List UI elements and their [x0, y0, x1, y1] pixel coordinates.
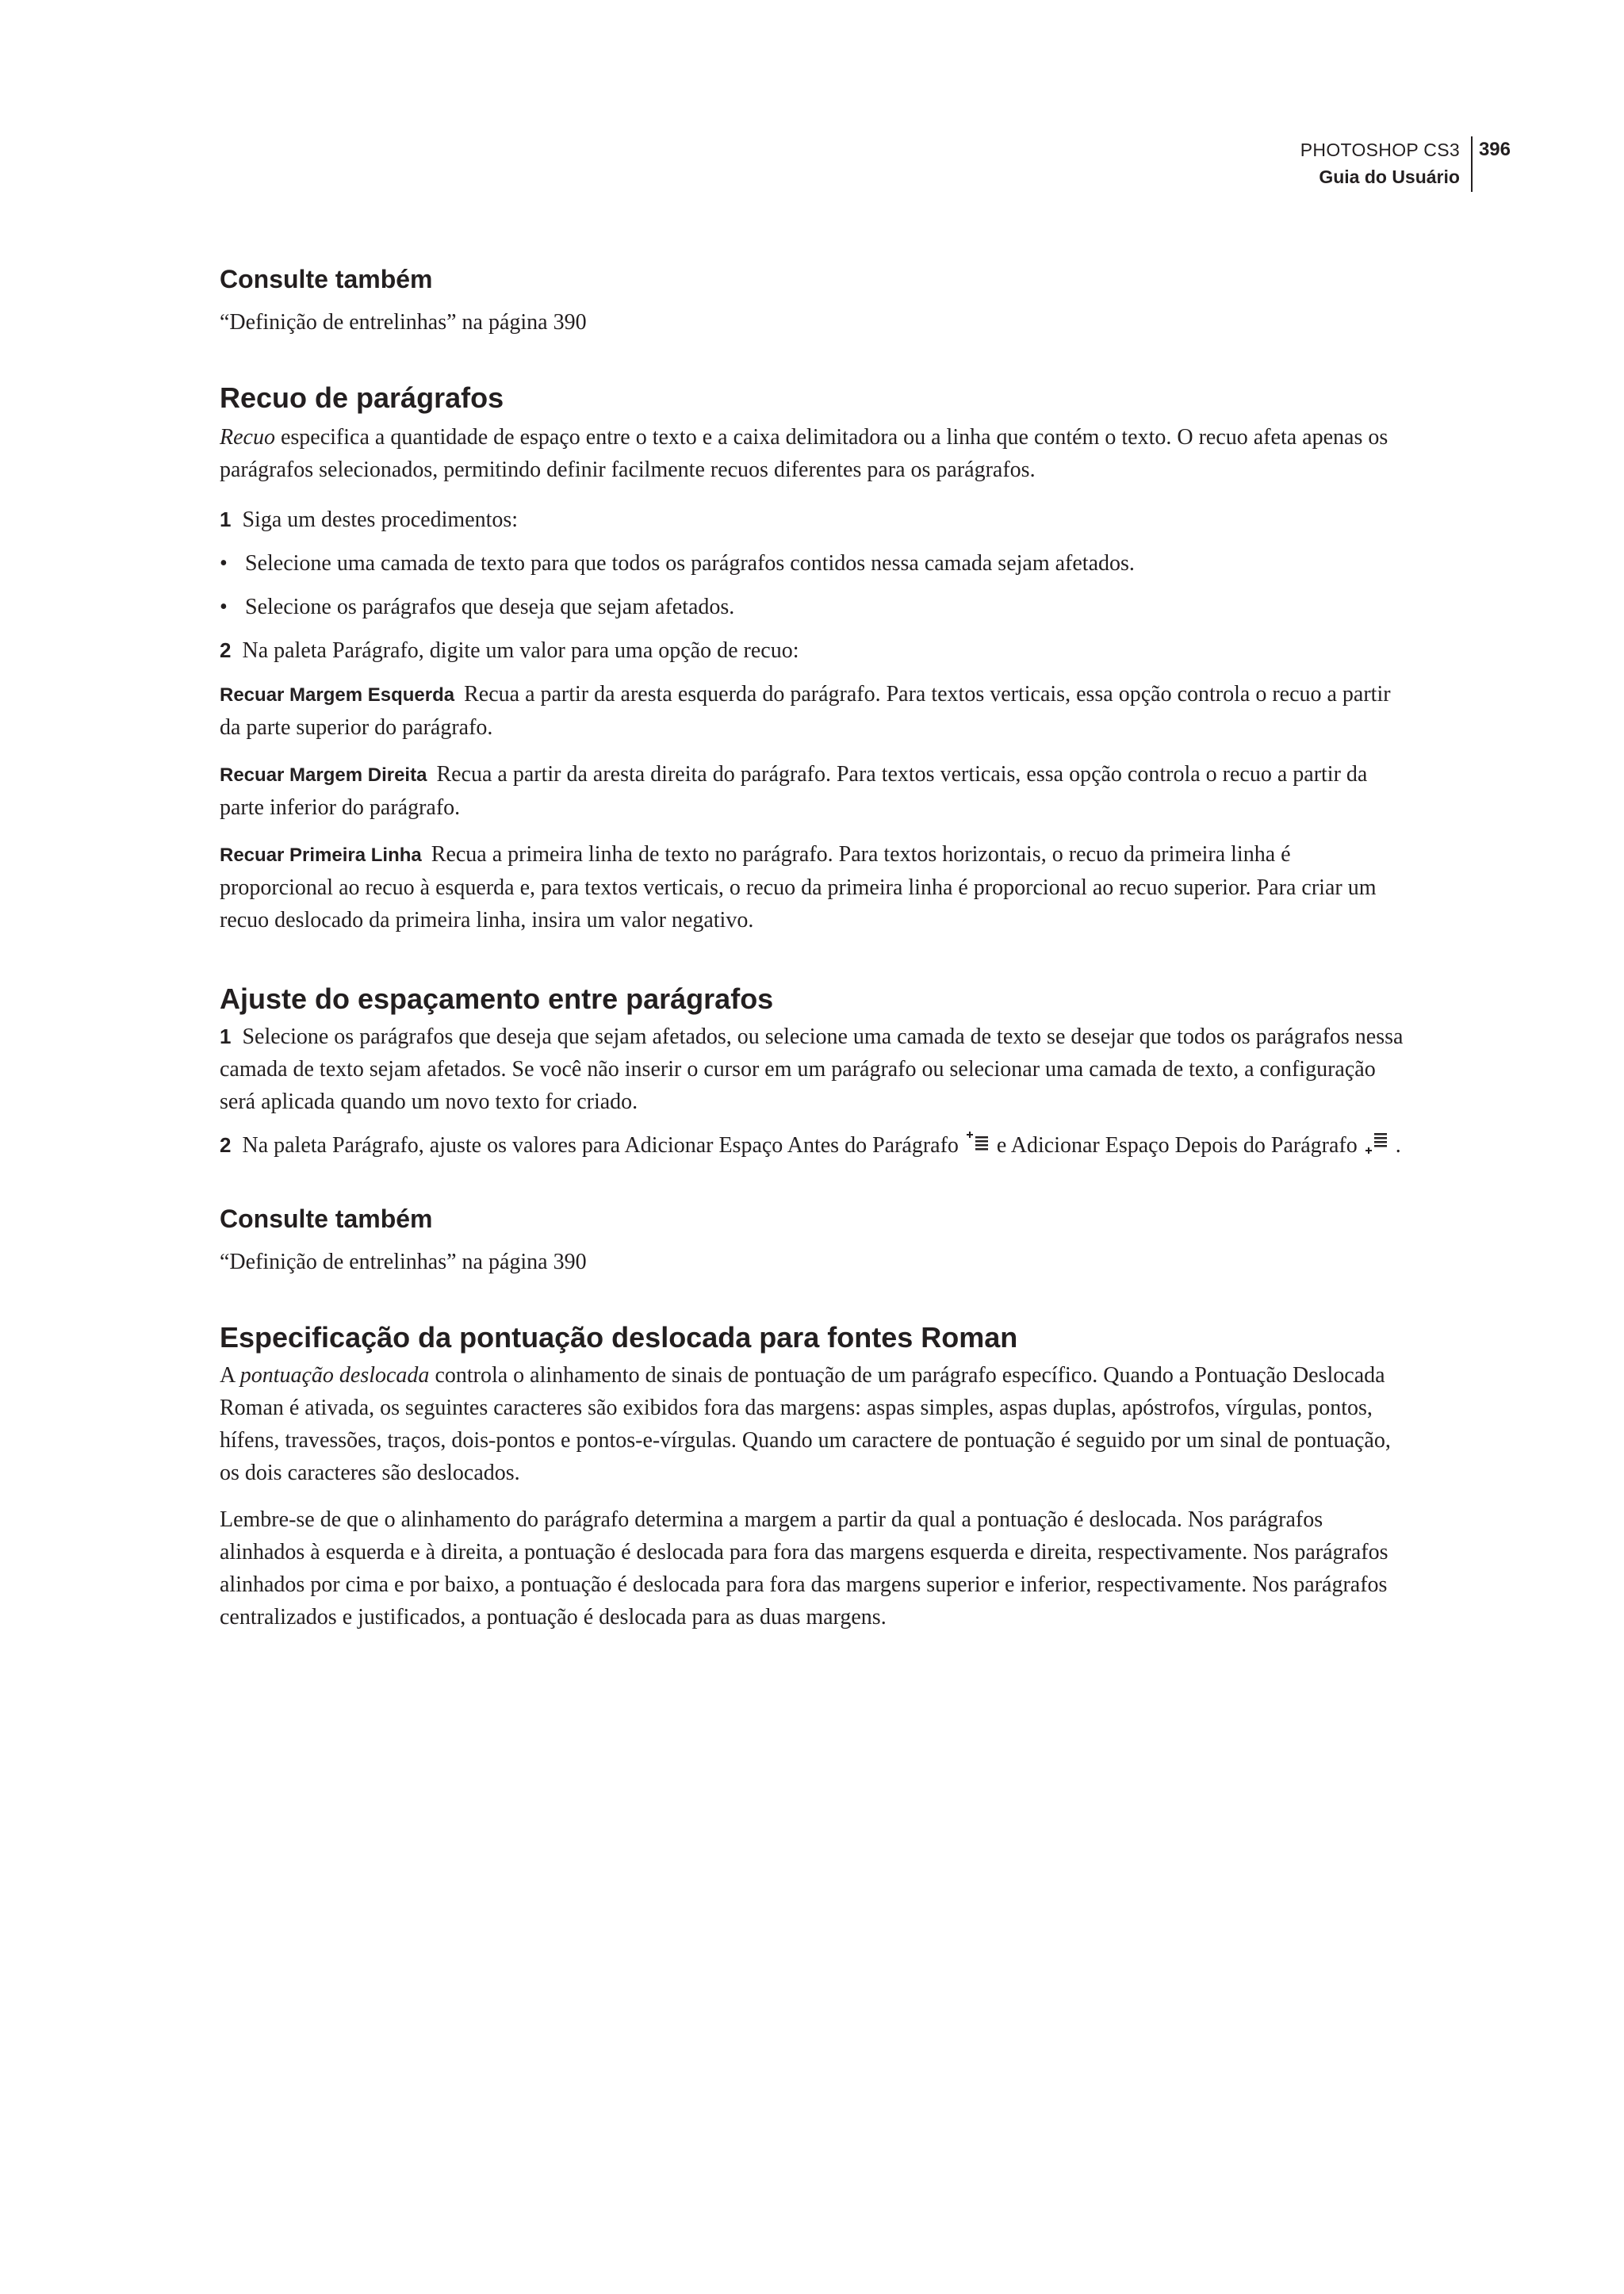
option-term: Recuar Primeira Linha [220, 844, 422, 866]
page-number: 396 [1478, 139, 1511, 160]
list-item [220, 547, 1409, 580]
see-also-link[interactable]: “Definição de entrelinhas” na página 390 [220, 310, 587, 335]
list-item-text: Selecione uma camada de texto para que todos os parágrafos contidos nessa camada sejam afetados. [245, 551, 1135, 576]
see-also-heading: Consulte também [220, 1204, 433, 1233]
bullet-marker: • [220, 595, 228, 619]
step-number: 2 [220, 1133, 232, 1157]
list-item-text: Selecione os parágrafos que deseja que sejam afetados. [245, 595, 735, 619]
step-text-b: e Adicionar Espaço Depois do Parágrafo [996, 1133, 1358, 1158]
paragraph-lead: A [220, 1363, 240, 1388]
option-first-line-indent [220, 838, 1409, 936]
recuo-intro-term: Recuo [220, 425, 275, 450]
step-text-c: . [1395, 1133, 1401, 1158]
guide-name: Guia do Usuário [1319, 167, 1460, 187]
header-titles [1300, 136, 1473, 192]
see-also-heading: Consulte também [220, 265, 433, 293]
step-text: Na paleta Parágrafo, digite um valor para uma opção de recuo: [242, 638, 799, 663]
bullet-marker: • [220, 551, 228, 576]
recuo-intro [220, 421, 1409, 486]
page-body [220, 262, 1409, 1633]
space-before-paragraph-icon [965, 1130, 990, 1165]
option-description: Recua a primeira linha de texto no parágrafo. Para textos horizontais, o recuo da primeira linha é proporcional ao recuo à esquerda e, para textos verticais, o recuo da primeira linha é proporcional ao recuo superior. Para criar um recuo deslocado da primeira linha, insira um valor negativo. [220, 842, 1377, 933]
pontuacao-paragraph-1 [220, 1359, 1409, 1489]
espacamento-step-2 [220, 1129, 1409, 1165]
paragraph-text: controla o alinhamento de sinais de pontuação de um parágrafo específico. Quando a Pontuação Deslocada Roman é ativada, os seguintes caracteres são exibidos fora das margens: aspas simples, aspas duplas, apóstrofos, vírgulas, pontos, hífens, travessões, traços, dois-pontos e pontos-e-vírgulas. Quando um caractere de pontuação é seguido por um sinal de pontuação, os dois caracteres são deslocados. [220, 1363, 1391, 1485]
espacamento-step-1 [220, 1021, 1409, 1118]
space-after-paragraph-icon [1364, 1130, 1389, 1165]
step-number: 1 [220, 507, 232, 531]
running-header [1300, 136, 1511, 192]
step-text: Selecione os parágrafos que deseja que sejam afetados, ou selecione uma camada de texto se desejar que todos os parágrafos nessa camada de texto sejam afetados. Se você não inserir o cursor em um parágrafo ou selecionar uma camada de texto, a configuração será aplicada quando um novo texto for criado. [220, 1024, 1404, 1114]
section-title-espacamento: Ajuste do espaçamento entre parágrafos [220, 982, 774, 1015]
recuo-intro-text: especifica a quantidade de espaço entre o texto e a caixa delimitadora ou a linha que contém o texto. O recuo afeta apenas os parágrafos selecionados, permitindo definir facilmente recuos diferentes para os parágrafos. [220, 425, 1388, 482]
section-title-recuo: Recuo de parágrafos [220, 381, 504, 414]
option-term: Recuar Margem Esquerda [220, 684, 455, 706]
option-description: Recua a partir da aresta direita do parágrafo. Para textos verticais, essa opção controla o recuo a partir da parte inferior do parágrafo. [220, 762, 1368, 820]
option-description: Recua a partir da aresta esquerda do parágrafo. Para textos verticais, essa opção controla o recuo a partir da parte superior do parágrafo. [220, 682, 1391, 740]
list-item [220, 591, 1409, 623]
paragraph-term: pontuação deslocada [239, 1363, 430, 1388]
step-text: Siga um destes procedimentos: [242, 507, 519, 532]
pontuacao-paragraph-2: Lembre-se de que o alinhamento do parágrafo determina a margem a partir da qual a pontuação é deslocada. Nos parágrafos alinhados à esquerda e à direita, a pontuação é deslocada para fora das margens esquerda e direita, respectivamente. Nos parágrafos alinhados por cima e por baixo, a pontuação é deslocada para fora das margens superior e inferior, respectivamente. Nos parágrafos centralizados e justificados, a pontuação é deslocada para as duas margens. [220, 1507, 1388, 1630]
see-also-link[interactable]: “Definição de entrelinhas” na página 390 [220, 1250, 587, 1274]
product-name: PHOTOSHOP CS3 [1300, 140, 1460, 160]
step-text-a: Na paleta Parágrafo, ajuste os valores para Adicionar Espaço Antes do Parágrafo [242, 1133, 959, 1158]
step-number: 2 [220, 638, 232, 662]
section-title-pontuacao: Especificação da pontuação deslocada para fontes Roman [220, 1321, 1018, 1354]
recuo-step-1 [220, 504, 1409, 536]
option-term: Recuar Margem Direita [220, 764, 427, 786]
option-right-indent [220, 758, 1409, 824]
recuo-step-2 [220, 634, 1409, 667]
option-left-indent [220, 678, 1409, 744]
step-number: 1 [220, 1024, 232, 1048]
